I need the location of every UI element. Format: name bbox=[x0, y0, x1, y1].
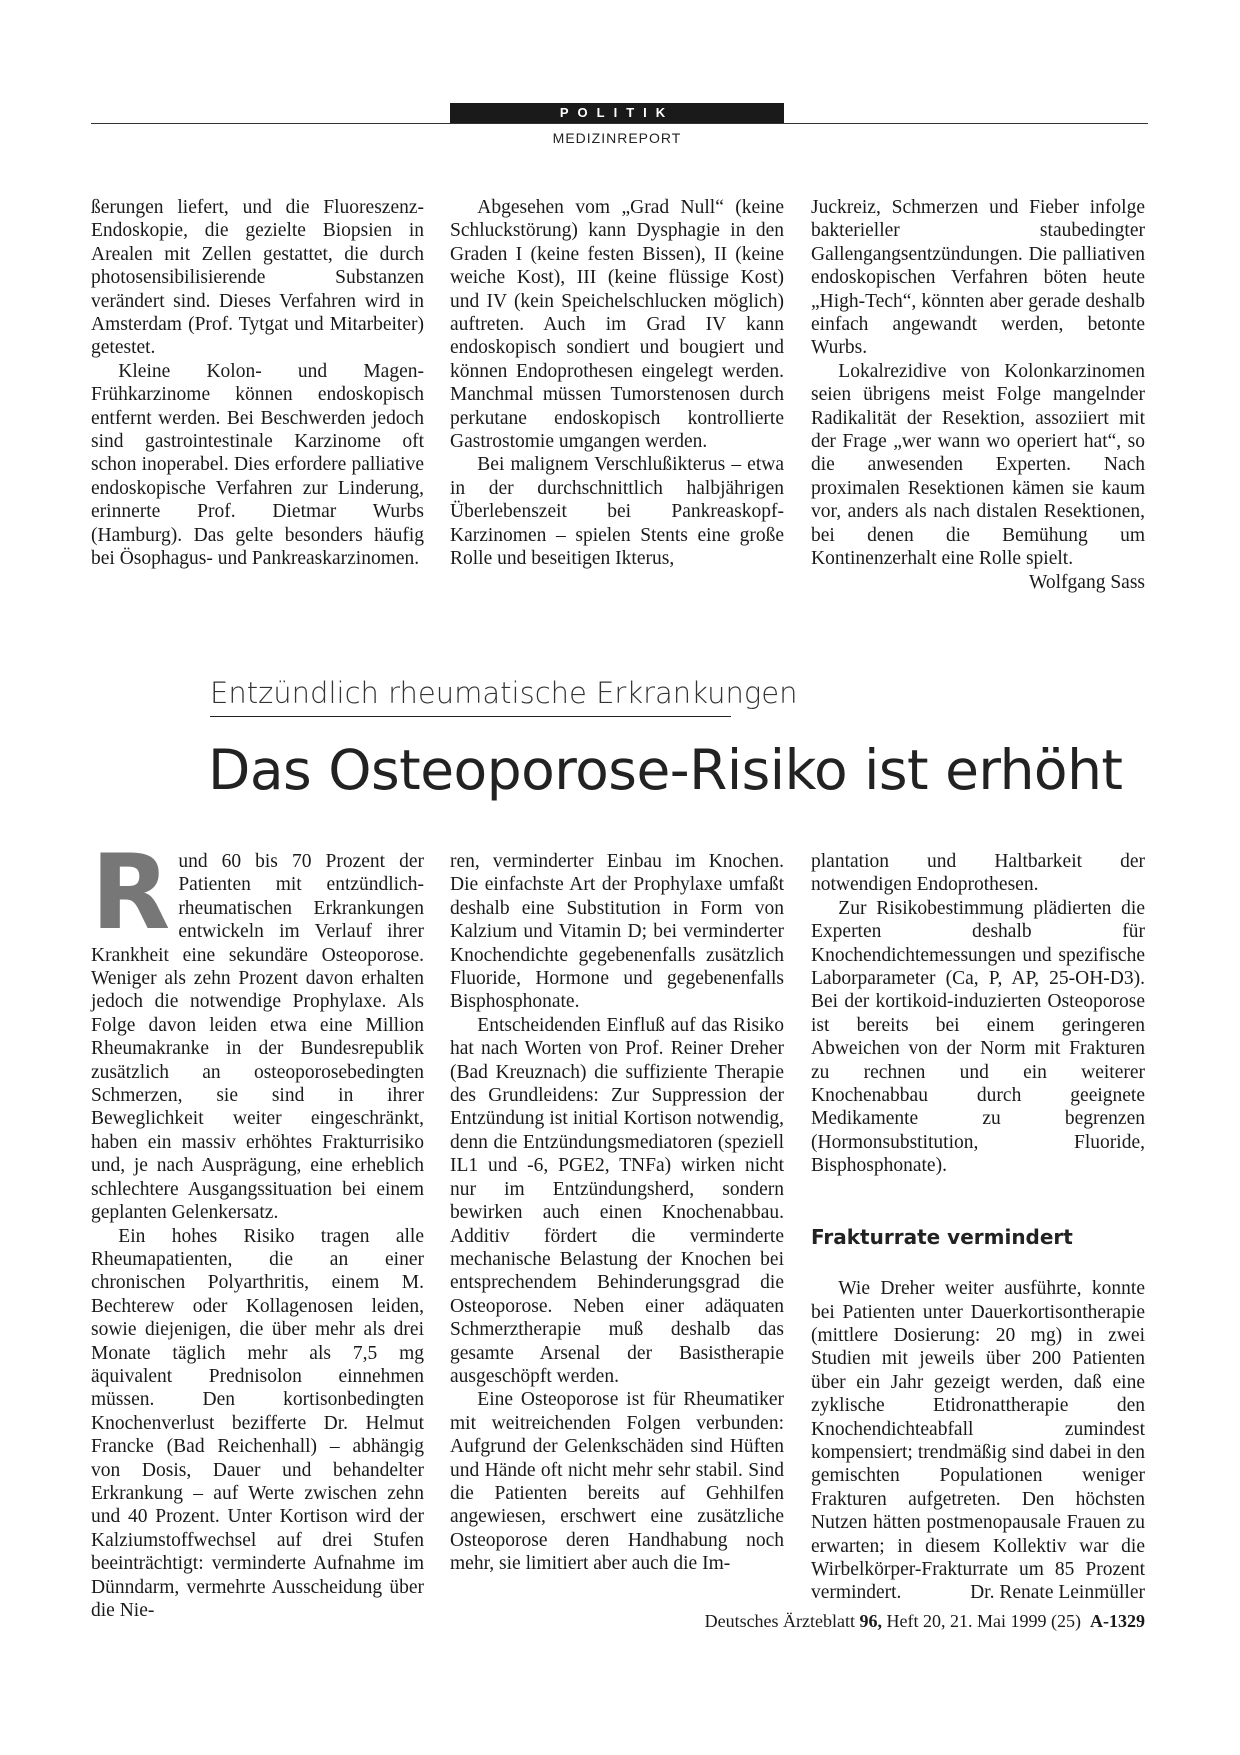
page-footer bbox=[705, 1611, 1145, 1632]
article-column-2 bbox=[450, 850, 784, 1576]
paragraph-text: Wie Dreher weiter ausführte, konnte bei Patienten unter Dauerkortisontherapie (mittlere Dosierung: 20 mg) in zwei Studien mit jeweils über 200 Patienten über ein Jahr gezeigt werden, daß eine zyklische Etidronattherapie den Knochendichteabfall zumindest kompensiert; trendmäßig sind dabei in den gemischten Populationen weniger Frakturen aufgetreten. Den höchsten Nutzen hätten postmenopausale Frauen zu erwarten; in diesem Kollektiv war die Wirbelkörper-Frakturrate um 85 Prozent vermindert. bbox=[811, 1278, 1145, 1604]
prev-article-column-1 bbox=[91, 196, 424, 571]
paragraph: plantation und Haltbarkeit der notwendigen Endoprothesen. bbox=[811, 851, 1145, 896]
paragraph: Eine Osteoporose ist für Rheumatiker mit weitreichenden Folgen verbunden: Aufgrund der Gelenkschäden sind Hüften und Hände oft nicht mehr sehr stabil. Sind die Patienten bereits auf Gehhilfen angewiesen, erschwert eine zusätzliche Osteoporose deren Handhabung noch mehr, sie limitiert aber auch die Im- bbox=[450, 1389, 784, 1575]
article-headline: Das Osteoporose-Risiko ist erhöht bbox=[208, 738, 1123, 802]
paragraph bbox=[91, 833, 424, 1225]
paragraph: ren, verminderter Einbau im Knochen. Die einfachste Art der Prophylaxe umfaßt deshalb eine Substitution in Form von Kalzium und Vitamin D; bei verminderter Knochendichte gegebenenfalls zusätzlich Fluoride, Hormone und gegebenenfalls Bisphosphonate. bbox=[450, 851, 784, 1013]
kicker-underline bbox=[210, 716, 731, 717]
paragraph: Zur Risikobestimmung plädierten die Experten deshalb für Knochendichtemessungen und spezifische Laborparameter (Ca, P, AP, 25-OH-D3). Bei der kortikoid-induzierten Osteoporose ist bereits bei einem geringeren Abweichen von der Norm mit Frakturen zu rechnen und ein weiterer Knochenabbau durch geeignete Medikamente zu begrenzen (Hormonsubstitution, Fluoride, Bisphosphonate). bbox=[811, 897, 1145, 1177]
journal-volume: 96, bbox=[859, 1611, 883, 1631]
author-byline: Wolfgang Sass bbox=[1029, 571, 1145, 593]
article-column-3 bbox=[811, 850, 1145, 1605]
paragraph: Kleine Kolon- und Magen-Frühkarzinome können endoskopisch entfernt werden. Bei Beschwerden jedoch sind gastrointestinale Karzinome oft schon inoperabel. Dies erfordere palliative endoskopische Verfahren zur Linderung, erinnerte Prof. Dietmar Wurbs (Hamburg). Das gelte besonders häufig bei Ösophagus- und Pankreaskarzinomen. bbox=[91, 360, 424, 570]
paragraph-text: Lokalrezidive von Kolonkarzinomen seien übrigens meist Folge mangelnder Radikalität der Resektion, assoziiert mit der Frage „wer wann wo operiert hat“, so die anwesenden Experten. Nach proximalen Resektionen kämen sie kaum vor, anders als nach distalen Resektionen, bei denen die Bemühung um Kontinenzerhalt eine Rolle spielt. bbox=[811, 360, 1145, 570]
paragraph: Juckreiz, Schmerzen und Fieber infolge bakterieller staubedingter Gallengangsentzündungen. Die palliativen endoskopischen Verfahren böten heute „High-Tech“, könnten aber gerade deshalb einfach angewandt werden, betonte Wurbs. bbox=[811, 197, 1145, 359]
author-byline: Dr. Renate Leinmüller bbox=[970, 1582, 1145, 1604]
paragraph bbox=[811, 1277, 1145, 1605]
section-label: POLITIK bbox=[450, 103, 784, 123]
paragraph: Bei malignem Verschlußikterus – etwa in der durchschnittlich halbjährigen Überlebenszeit bei Pankreaskopf-Karzinomen – spielen Stents eine große Rolle und beseitigen Ikterus, bbox=[450, 454, 784, 570]
paragraph: ßerungen liefert, und die Fluoreszenz-Endoskopie, die gezielte Biopsien in Arealen mit Zellen gestattet, die durch photosensibilisierende Substanzen verändert sind. Dieses Verfahren wird in Amsterdam (Prof. Tytgat und Mitarbeiter) getestet. bbox=[91, 197, 424, 359]
header-rule bbox=[91, 123, 1148, 124]
section-subheading: Frakturrate vermindert bbox=[811, 1224, 1073, 1249]
article-column-1 bbox=[91, 833, 424, 1622]
journal-issue: Heft 20, 21. Mai 1999 (25) bbox=[886, 1611, 1081, 1631]
paragraph: Ein hohes Risiko tragen alle Rheumapatienten, die an einer chronischen Polyarthritis, einem M. Bechterew oder Kollagenosen leiden, sowie diejenigen, die über mehr als drei Monate täglich mehr als 7,5 mg äquivalent Prednisolon einnehmen müssen. Den kortisonbedingten Knochenverlust bezifferte Dr. Helmut Francke (Bad Reichenhall) – abhängig von Dosis, Dauer und behandelter Erkrankung – auf Werte zwischen zehn und 40 Prozent. Unter Kortison wird der Kalziumstoffwechsel auf drei Stufen beeinträchtigt: verminderte Aufnahme im Dünndarm, vermehrte Ausscheidung über die Nie- bbox=[91, 1225, 424, 1621]
journal-name: Deutsches Ärzteblatt bbox=[704, 1611, 856, 1631]
prev-article-column-3 bbox=[811, 196, 1145, 594]
spacer bbox=[811, 1178, 1145, 1226]
paragraph: Entscheidenden Einfluß auf das Risiko hat nach Worten von Prof. Reiner Dreher (Bad Kreuznach) die suffiziente Therapie des Grundleidens: Zur Suppression der Entzündung ist initial Kortison notwendig, denn die Entzündungsmediatoren (speziell IL1 und -6, PGE2, TNFa) wirken nicht nur im Entzündungsherd, sondern bewirken auch einen Knochenabbau. Additiv fördert die verminderte mechanische Belastung der Knochen bei entsprechendem Behinderungsgrad die Osteoporose. Neben einer adäquaten Schmerztherapie muß deshalb das gesamte Arsenal der Basistherapie ausgeschöpft werden. bbox=[450, 1014, 784, 1387]
paragraph bbox=[811, 360, 1145, 593]
paragraph: Abgesehen vom „Grad Null“ (keine Schluckstörung) kann Dysphagie in den Graden I (keine festen Bissen), II (keine weiche Kost), III (keine flüssige Kost) und IV (kein Speichelschlucken möglich) auftreten. Auch im Grad IV kann endoskopisch sondiert und bougiert und können Endoprothesen eingelegt werden. Manchmal müssen Tumorstenosen durch perkutane endoskopisch kontrollierte Gastrostomie umgangen werden. bbox=[450, 197, 784, 453]
dropcap: R bbox=[91, 833, 171, 953]
page-number: A-1329 bbox=[1090, 1611, 1145, 1631]
paragraph-text: und 60 bis 70 Prozent der Patienten mit entzündlich-rheumatischen Erkrankungen entwickeln im Verlauf ihrer Krankheit eine sekundäre Osteoporose. Weniger als zehn Prozent davon erhalten jedoch die notwendige Prophylaxe. Als Folge davon leiden etwa eine Million Rheumakranke in der Bundesrepublik zusätzlich an osteoporosebedingten Schmerzen, sie sind in ihrer Beweglichkeit weiter eingeschränkt, haben ein massiv erhöhtes Frakturrisiko und, je nach Ausprägung, eine erheblich schlechtere Ausgangssituation bei einem geplanten Gelenkersatz. bbox=[91, 851, 424, 1224]
spacer bbox=[811, 1249, 1145, 1277]
subsection-label: MEDIZINREPORT bbox=[552, 130, 682, 146]
article-kicker: Entzündlich rheumatische Erkrankungen bbox=[210, 676, 798, 710]
prev-article-column-2 bbox=[450, 196, 784, 571]
